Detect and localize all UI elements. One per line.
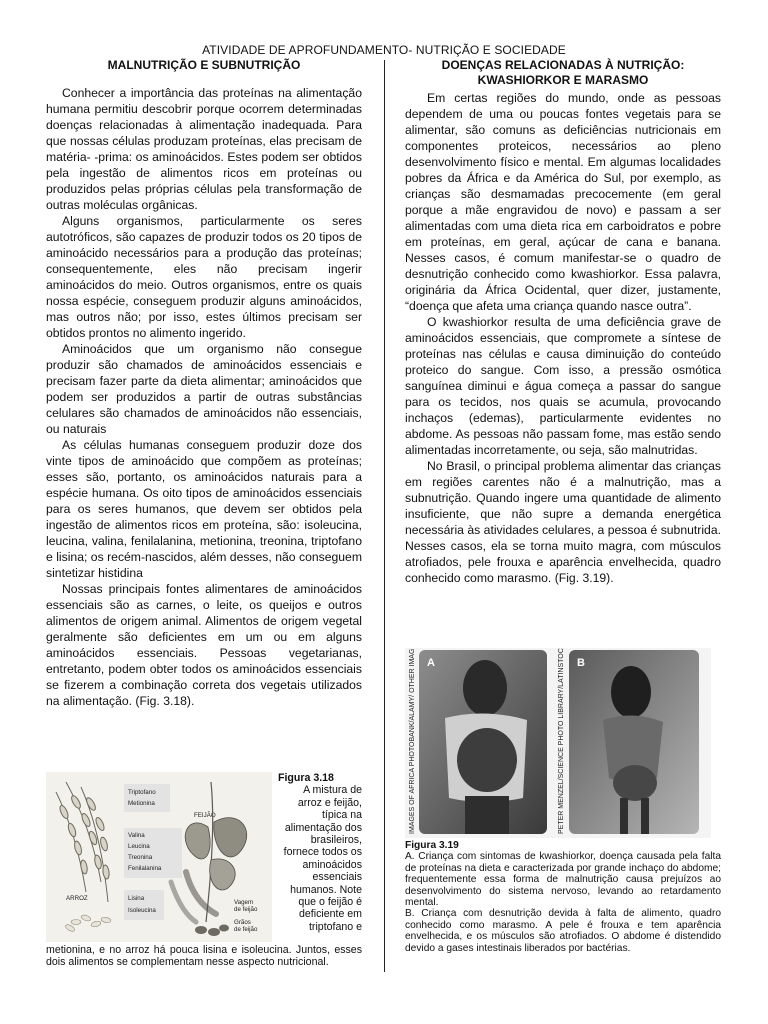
label-lisina: Lisina	[128, 895, 145, 902]
rice-and-beans-illustration	[46, 772, 272, 942]
rice-grains-icon	[64, 914, 111, 933]
right-title-line-2: KWASHIORKOR E MARASMO	[477, 73, 649, 87]
figure-3-18-number: Figura 3.18	[278, 772, 334, 784]
figure-3-19-caption-b: B. Criança com desnutrição devida à falta de alimento, quadro conhecido como marasmo. A pele é frouxa e tem aparência envelhecida, e os músculos são atrofiados. O abdome é distendido devido a gases intestinais liberados por bactérias.	[405, 908, 721, 954]
figure-3-19-caption-a: A. Criança com sintomas de kwashiorkor, doença causada pela falta de proteínas na dieta e caracterizada por grande inchaço do abdome; frequentemente essa forma de malnutrição causa prejuízos ao desenvolvimento do sistema nervoso, levando ao retardamento mental.	[405, 851, 721, 909]
malnutrition-photos	[405, 648, 711, 838]
label-treonina: Treonina	[128, 854, 153, 861]
figure-3-18-caption-tail: metionina, e no arroz há pouca lisina e isoleucina. Juntos, esses dois alimentos se complementam nesse aspecto nutricional.	[46, 944, 362, 969]
label-metionina: Metionina	[128, 800, 155, 807]
figure-3-18-caption	[278, 772, 362, 933]
label-vagem-1: Vagem	[234, 899, 254, 906]
right-paragraph-3: No Brasil, o principal problema alimentar das crianças em regiões carentes não é a malnutrição, mas a subnutrição. Quando ingere uma quantidade de alimento insuficiente, que não supre a demanda energética necessária às atividades celulares, a pessoa é subnutrida. Nesses casos, ela se torna muito magra, com músculos atrofiados, pele frouxa e aparência envelhecida, quadro conhecido como marasmo. (Fig. 3.19).	[405, 459, 721, 585]
rice-beans-drawing	[46, 772, 272, 942]
right-paragraph-1: Em certas regiões do mundo, onde as pessoas dependem de uma ou poucas fontes vegetais para se alimentar, são comuns as deficiências nutricionais em componentes proteicos, necessários ao pleno desenvolvimento físico e mental. Em algumas localidades pobres da África e da América do Sul, por exemplo, as crianças são desmamadas precocemente (em geral porque a mãe engravidou de novo) e passam a ser alimentadas com uma dieta rica em carboidratos e pobre em proteínas, em geral, açúcar de cana e banana. Nesses casos, é comum manifestar-se o quadro de desnutrição conhecido como kwashiorkor. Essa palavra, originária da África Ocidental, quer dizer, justamente, “doença que afeta uma criança quando nasce outra”.	[405, 91, 721, 313]
left-column-title: MALNUTRIÇÃO E SUBNUTRIÇÃO	[107, 58, 301, 72]
label-feijao: FEIJÃO	[194, 812, 216, 819]
label-vagem-2: de feijão	[234, 906, 258, 913]
right-column-title	[405, 58, 721, 88]
rice-plant-icon	[56, 782, 110, 902]
label-valina: Valina	[128, 832, 145, 839]
figure-3-19	[405, 648, 721, 954]
label-leucina: Leucina	[128, 843, 150, 850]
right-title-line-1: DOENÇAS RELACIONADAS À NUTRIÇÃO:	[441, 58, 685, 72]
photo-b-label: B	[577, 657, 585, 669]
right-paragraph-2: O kwashiorkor resulta de uma deficiência grave de aminoácidos essenciais, que compromete a síntese de proteínas nas células e causa diminuição do conteúdo proteico do sangue. Com isso, a pressão osmótica sanguínea diminui e água começa a passar do sangue para os tecidos, nos quais se acumula, provocando inchaços (edemas), particularmente evidentes no abdome. As pessoas não passam fome, mas estão sendo alimentadas incorretamente, ou seja, são malnutridas.	[405, 315, 721, 457]
left-paragraph-2: Alguns organismos, particularmente os seres autotróficos, são capazes de produzir todos os 20 tipos de aminoácido necessários para a produção das proteínas; consequentemente, eles não precisam ingerir aminoácidos do meio. Outros organismos, entre os quais nossa espécie, conseguem produzir alguns aminoácidos, mas outros não; por isso, estes últimos precisam ser obtidos prontos no alimento ingerido.	[46, 214, 362, 340]
left-paragraph-5: Nossas principais fontes alimentares de aminoácidos essenciais são as carnes, o leite, os queijos e outros alimentos de origem animal. Alimentos de origem vegetal geralmente são deficientes em um ou em alguns aminoácidos essenciais. Pessoas vegetarianas, entretanto, podem obter todos os aminoácidos essenciais se fizerem a combinação correta dos vegetais utilizados na alimentação. (Fig. 3.18).	[46, 582, 362, 708]
photo-b-credit: PETER MENZEL/SCIENCE PHOTO LIBRARY/LATINSTOCK	[558, 648, 565, 834]
photo-a-credit: IMAGES OF AFRICA PHOTOBANK/ALAMY/ OTHER IMAGES	[409, 648, 416, 834]
label-fenilalanina: Fenilalanina	[128, 865, 162, 872]
right-column	[405, 58, 721, 586]
figure-3-18	[46, 772, 362, 972]
left-paragraph-1: Conhecer a importância das proteínas na alimentação humana permitiu descobrir porque ocorrem determinadas doenças relacionadas à alimentação inadequada. Para que nossas células produzam proteínas, elas precisam de matéria- -prima: os aminoácidos. Estes podem ser obtidos pela ingestão de alimentos ricos em proteínas ou produzidos pelas próprias células pela transformação de outras moléculas orgânicas.	[46, 86, 362, 212]
document-header: ATIVIDADE DE APROFUNDAMENTO- NUTRIÇÃO E SOCIEDADE	[202, 43, 566, 57]
label-graos-2: de feijão	[234, 926, 258, 933]
figure-3-19-number: Figura 3.19	[405, 840, 459, 851]
left-paragraph-3: Aminoácidos que um organismo não consegue produzir são chamados de aminoácidos essenciais e precisam fazer parte da dieta alimentar; aminoácidos que podem ser produzidos a partir de outras substâncias celulares são chamados de aminoácidos não essenciais, ou naturais	[46, 342, 362, 436]
label-arroz: ARROZ	[66, 895, 88, 902]
figure-3-19-caption	[405, 840, 721, 954]
left-column	[46, 58, 362, 709]
photo-a-label: A	[427, 657, 435, 669]
column-divider	[384, 60, 385, 972]
left-paragraph-4: As células humanas conseguem produzir doze dos vinte tipos de aminoácido que compõem as proteínas; esses são, portanto, os aminoácidos naturais para a espécie humana. Os oito tipos de aminoácidos essenciais para os seres humanos, que devem ser obtidos pela ingestão de alimentos ricos em proteína, são: isoleucina, leucina, valina, fenilalanina, metionina, treonina, triptofano e lisina; os recém-nascidos, além desses, não conseguem sintetizar histidina	[46, 438, 362, 580]
label-graos-1: Grãos	[234, 919, 251, 926]
figure-3-18-caption-text: A mistura de arroz e feijão, típica na alimentação dos brasileiros, fornece todos os aminoácidos essenciais humanos. Note que o feijão é deficiente em triptofano e	[283, 784, 362, 933]
label-triptofano: Triptofano	[128, 789, 156, 796]
label-isoleucina: Isoleucina	[128, 907, 156, 914]
figure-3-19-photos	[405, 648, 711, 838]
